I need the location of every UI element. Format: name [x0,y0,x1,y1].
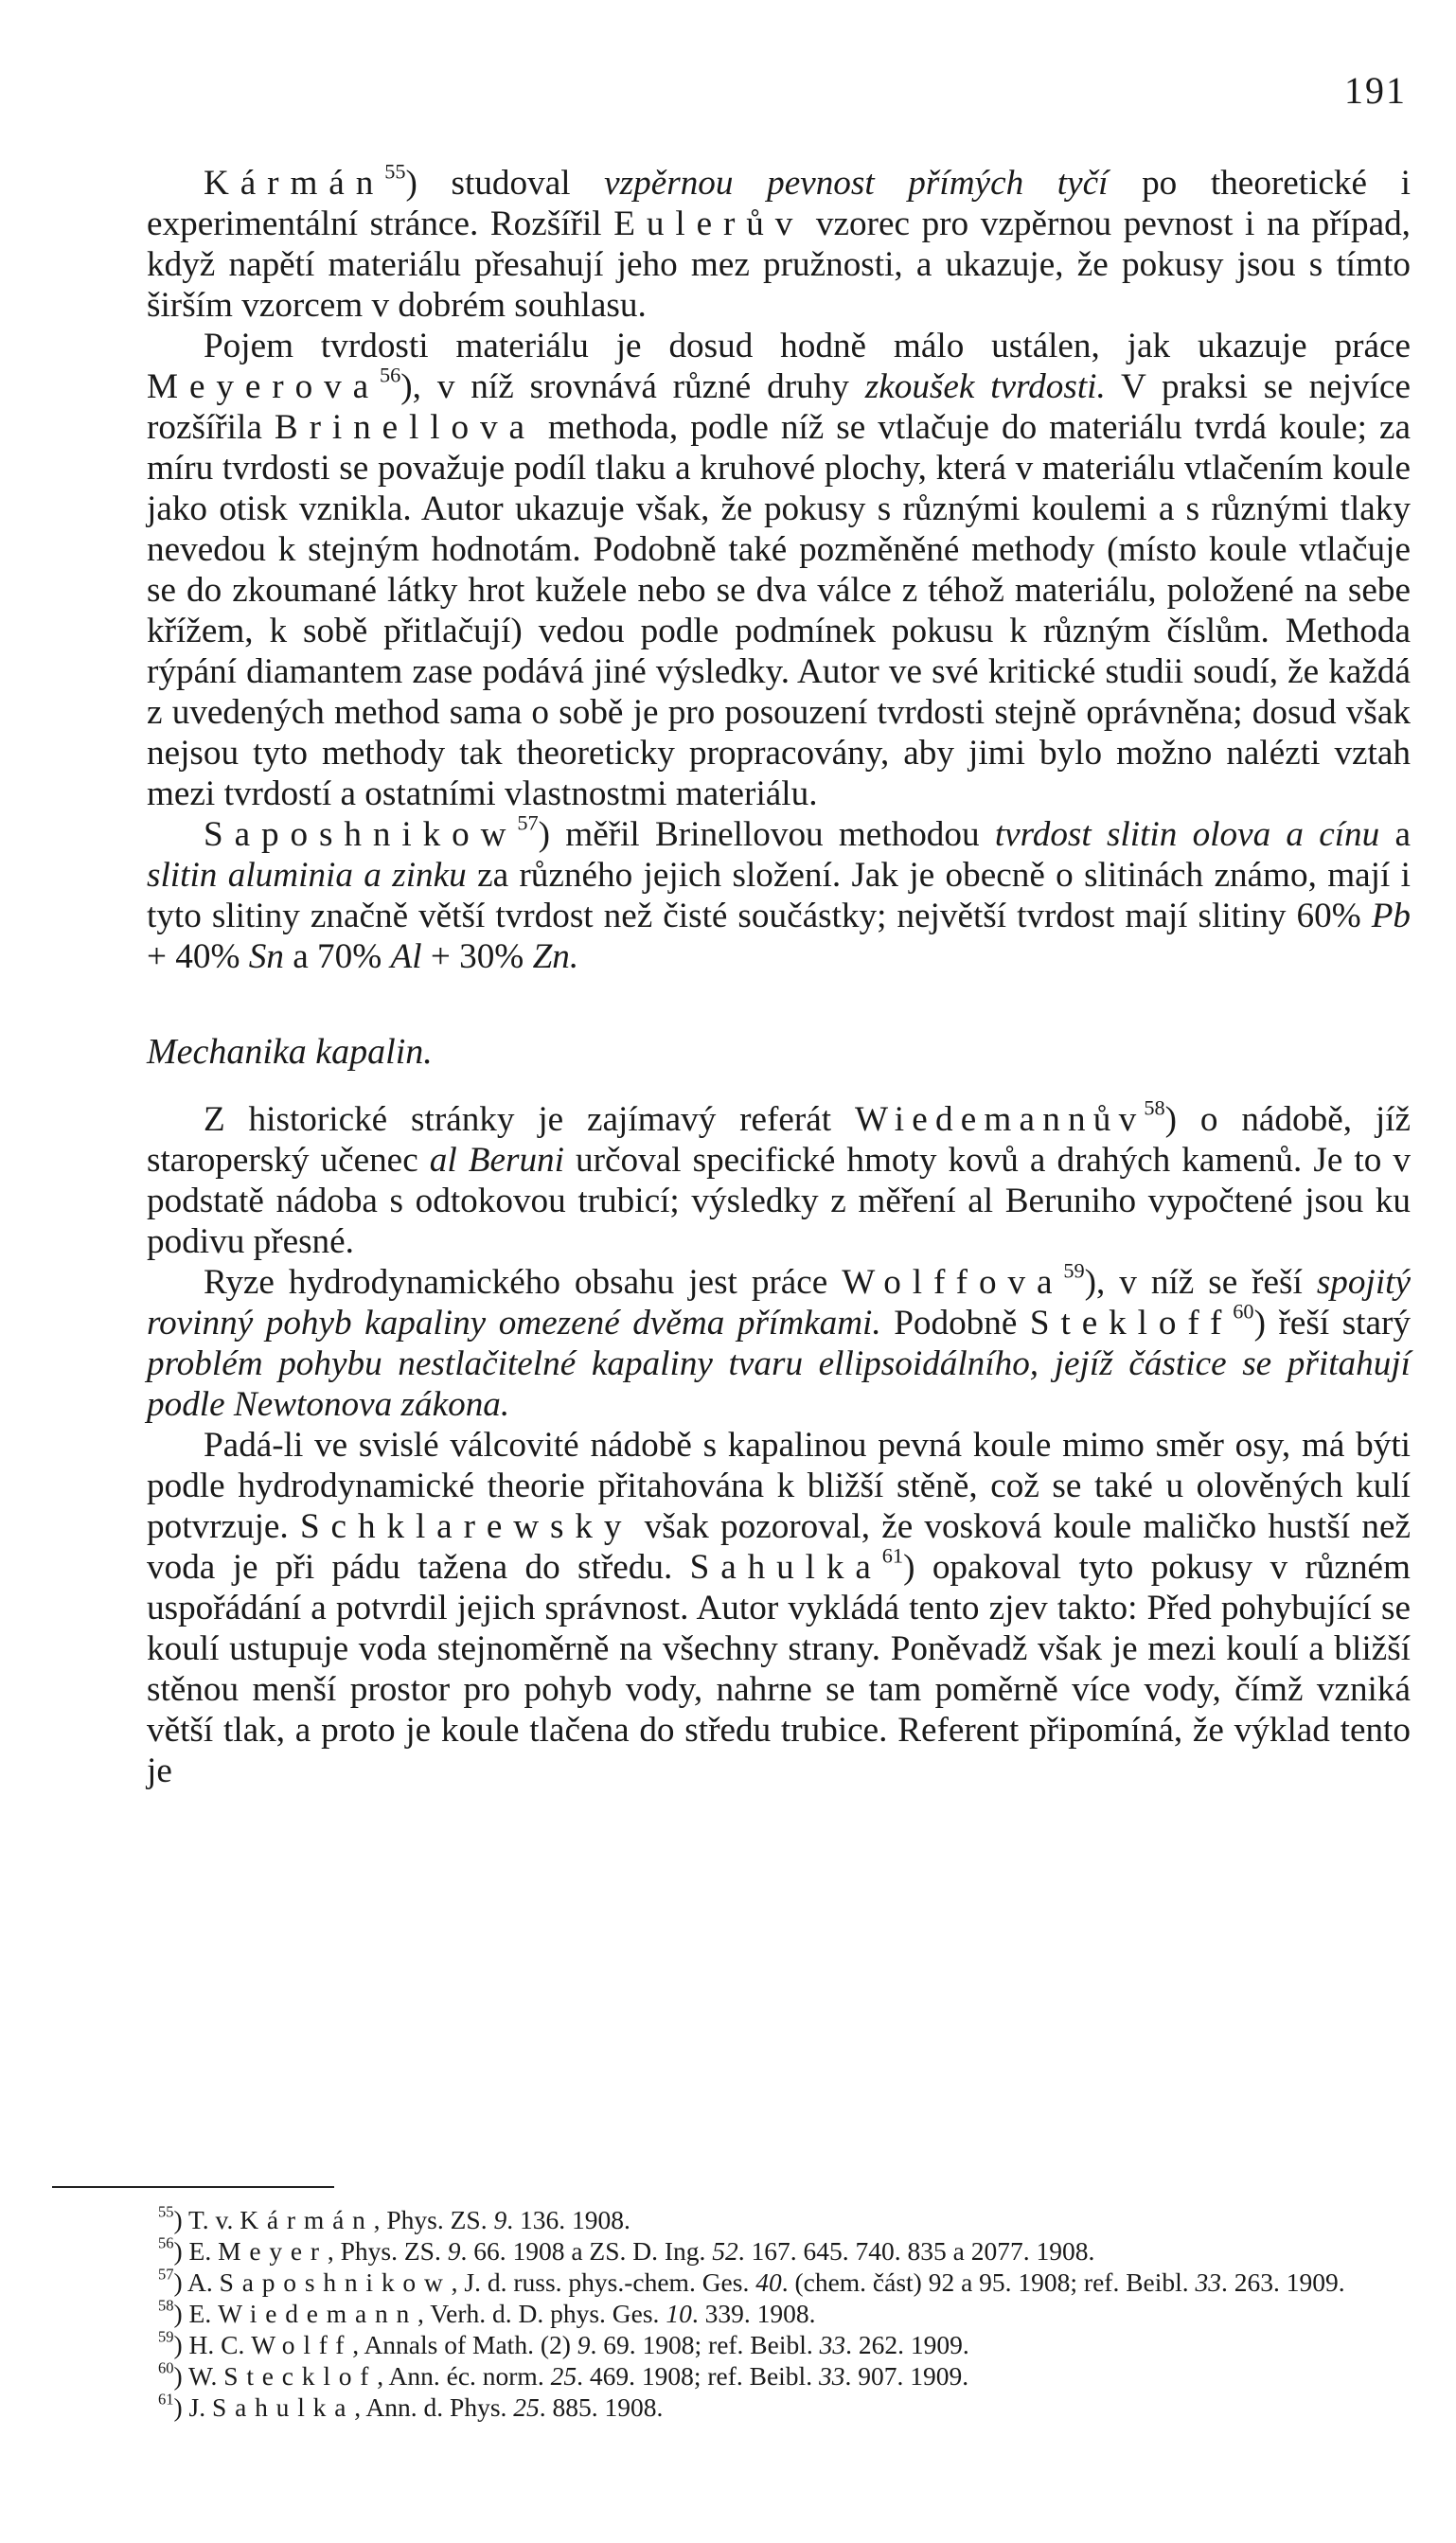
footnote-divider [52,2186,334,2188]
footnote-ref: 58 [1144,1095,1165,1120]
volume: 9 [493,2205,507,2234]
volume: 33 [1195,2267,1222,2297]
text: , Phys. ZS. [327,2236,448,2266]
text: a 70% [283,937,391,976]
emphasis: problém pohybu nestlačitelné kapaliny tvaru ellipsoidálního, jejíž částice se přitahují podle Newtonova zákona. [147,1344,1411,1424]
emphasis: Zn. [532,937,579,976]
volume: 9 [447,2236,461,2266]
footnote-mark: 60 [158,2358,174,2377]
text: ) E. [173,2236,219,2266]
text: . 907. 1909. [844,2361,969,2391]
text: za různého jejich složení. Jak je obecně o slitinách známo, mají i tyto slitiny značně větší tvrdost než čisté součástky; největší tvrdost mají slitiny 60% [147,856,1411,935]
footnote-ref: 61 [881,1543,904,1568]
author-name: Stekloff [1029,1304,1234,1343]
volume: 40 [755,2267,782,2297]
author-name: Saposhnikow [204,815,518,854]
emphasis: Pb [1371,897,1411,935]
author-name: Wiedemann [218,2299,418,2328]
text: , Verh. d. D. phys. Ges. [417,2299,666,2328]
text: , J. d. russ. phys.-chem. Ges. [451,2267,756,2297]
footnote-mark: 55 [158,2202,174,2221]
footnote-ref: 55 [384,159,406,184]
volume: 33 [818,2361,845,2391]
text: , Annals of Math. (2) [352,2330,577,2359]
text: Podobně [880,1304,1030,1343]
text: určoval specifické hmoty kovů a drahých kamenů. Je to v podstatě nádoba s odtokovou trubicí; výsledky z měření al Beruniho vypočtené jsou ku podivu přesné. [147,1141,1411,1261]
text: vzorec pro vzpěrnou pevnost i na případ, když napětí materiálu přesahují jeho mez pružnosti, a ukazuje, že pokusy jsou s tímto širším vzorcem v dobrém souhlasu. [147,205,1411,325]
author-name: Sahulka [689,1548,882,1587]
footnote [52,2235,1415,2267]
emphasis: zkoušek tvrdosti. [864,367,1106,406]
text: ), v níž se řeší [1084,1263,1317,1302]
paragraph-sahulka [147,1425,1411,1791]
text: ) W. [173,2361,224,2391]
emphasis: spojitý rovinný pohyb kapaliny omezené dvěma přímkami. [147,1263,1411,1343]
text: , Phys. ZS. [373,2205,494,2234]
text: ) J. [173,2392,212,2422]
text: . 262. 1909. [845,2330,969,2359]
volume: 25 [550,2361,577,2391]
paragraph-karman [147,159,1412,326]
text: . 469. 1908; ref. Beibl. [577,2361,819,2391]
page-number: 191 [1344,69,1407,112]
section-heading: Mechanika kapalin. [147,1032,433,1072]
footnote-ref: 56 [379,363,401,387]
volume: 9 [577,2330,591,2359]
text: methoda, podle níž se vtlačuje do materiálu tvrdá koule; za míru tvrdosti se považuje podíl tlaku a kruhové plochy, která v materiálu vtlačením koule jako otisk vznikla. Autor ukazuje však, že pokusy s různými koulemi a s různými tlaky nevedou k stejným hodnotám. Podobně také pozměněné methody (místo koule vtlačuje se do zkoumané látky hrot kužele nebo se dva válce z téhož materiálu, položené na sebe křížem, k sobě přitlačují) vedou podle podmínek pokusu k různým číslům. Methoda rýpání diamantem zase podává jiné výsledky. Autor ve své kritické studii soudí, že každá z uvedených method sama o sobě je pro posouzení tvrdosti stejně oprávněna; dosud však nejsou tyto methody tak theoreticky propracovány, aby jimi bylo možno nalézti vztah mezi tvrdostí a ostatními vlastnostmi materiálu. [147,408,1411,813]
text: . 136. 1908. [506,2205,630,2234]
footnote [52,2392,1415,2423]
volume: 25 [513,2392,540,2422]
text: po theoretické i experimentální stránce. Rozšířil [147,164,1412,243]
footnote-ref: 57 [517,810,539,835]
paragraph-meyer [147,326,1411,814]
author-name: Wiedemannův [854,1100,1145,1139]
text: . 167. 645. 740. 835 a 2077. 1908. [737,2236,1095,2266]
author-name: Stecklof [223,2361,378,2391]
text: ) A. [173,2267,220,2297]
text: V praksi se nejvíce rozšířila [147,367,1411,447]
author-name: Kármán [204,164,385,203]
text: . 66. 1908 a ZS. D. Ing. [460,2236,713,2266]
text: ) řeší starý [1253,1304,1411,1343]
text: . 339. 1908. [691,2299,816,2328]
volume: 33 [819,2330,846,2359]
text: , Ann. d. Phys. [354,2392,514,2422]
author-name: Eulerův [613,205,805,243]
volume: 10 [666,2299,692,2328]
footnote-mark: 61 [158,2390,174,2409]
footnote [52,2298,1415,2329]
author-name: Wolffova [842,1263,1064,1302]
text: . 263. 1909. [1221,2267,1345,2297]
text: ) E. [173,2299,219,2328]
paragraph-wiedemann [147,1095,1411,1262]
footnote-mark: 59 [158,2327,174,2346]
text: ), v níž srovnává různé druhy [400,367,865,406]
footnote [52,2267,1415,2298]
emphasis: slitin aluminia a zinku [147,856,467,895]
text: však pozoroval, že vosková koule maličko hustší než voda je při pádu tažena do středu. [147,1507,1412,1587]
text: . 885. 1908. [539,2392,664,2422]
emphasis: tvrdost slitin olova a cínu [994,815,1380,854]
author-name: Sahulka [212,2392,355,2422]
footnote [52,2360,1415,2392]
footnote-ref: 60 [1233,1299,1254,1324]
footnote-mark: 58 [158,2296,174,2315]
author-name: Schklarewsky [299,1507,633,1546]
text: . (chem. část) 92 a 95. 1908; ref. Beibl. [781,2267,1196,2297]
author-name: Meyerova [147,367,380,406]
body-text [147,159,1412,1791]
footnote-mark: 57 [158,2265,174,2284]
text: , Ann. éc. norm. [377,2361,551,2391]
text: ) měřil Brinellovou methodou [538,815,995,854]
author-name: Saposhnikow [219,2267,452,2297]
volume: 52 [712,2236,738,2266]
text: ) o nádobě, jíž staroperský učenec [147,1100,1411,1180]
text: + 30% [421,937,533,976]
paragraph-saposhnikow [147,810,1411,977]
emphasis: Al [390,937,422,976]
footnote [52,2329,1415,2360]
author-name: Meyer [218,2236,328,2266]
text: + 40% [147,937,249,976]
text: . 69. 1908; ref. Beibl. [590,2330,820,2359]
author-name: Wolff [251,2330,353,2359]
text: ) H. C. [173,2330,252,2359]
text: ) opakoval tyto pokusy v různém uspořádání a potvrdil jejich správnost. Autor vykládá tento zjev takto: Před pohybující se koulí ustupuje voda stejnoměrně na všechny strany. Poněvadž však je mezi koulí a bližší stěnou menší prostor pro pohyb vody, nahrne se tam poměrně více vody, čímž vzniká větší tlak, a proto je koule tlačena do středu trubice. Referent připomíná, že výklad tento je [147,1548,1411,1790]
footnotes [52,2204,1415,2423]
footnote-mark: 56 [158,2233,174,2252]
paragraph-wolff [147,1258,1411,1425]
emphasis: al Beruni [429,1141,564,1180]
text: Padá-li ve svislé válcovité nádobě s kapalinou pevná koule mimo směr osy, má býti podle hydrodynamické theorie přitahována k bližší stěně, což se také u olověných kulí potvrzuje. [147,1426,1411,1546]
footnote-ref: 59 [1063,1258,1085,1283]
emphasis: vzpěrnou pevnost přímých tyčí [604,164,1109,203]
author-name: Brinellova [274,408,536,447]
footnote [52,2204,1415,2235]
text: ) studoval [405,164,605,203]
text: ) T. v. [173,2205,240,2234]
text: Ryze hydrodynamického obsahu jest práce [204,1263,843,1302]
text: a [1379,815,1411,854]
text: Pojem tvrdosti materiálu je dosud hodně málo ustálen, jak ukazuje práce [204,327,1411,365]
emphasis: Sn [248,937,284,976]
author-name: Kármán [240,2205,374,2234]
text: Z historické stránky je zajímavý referát [204,1100,855,1139]
